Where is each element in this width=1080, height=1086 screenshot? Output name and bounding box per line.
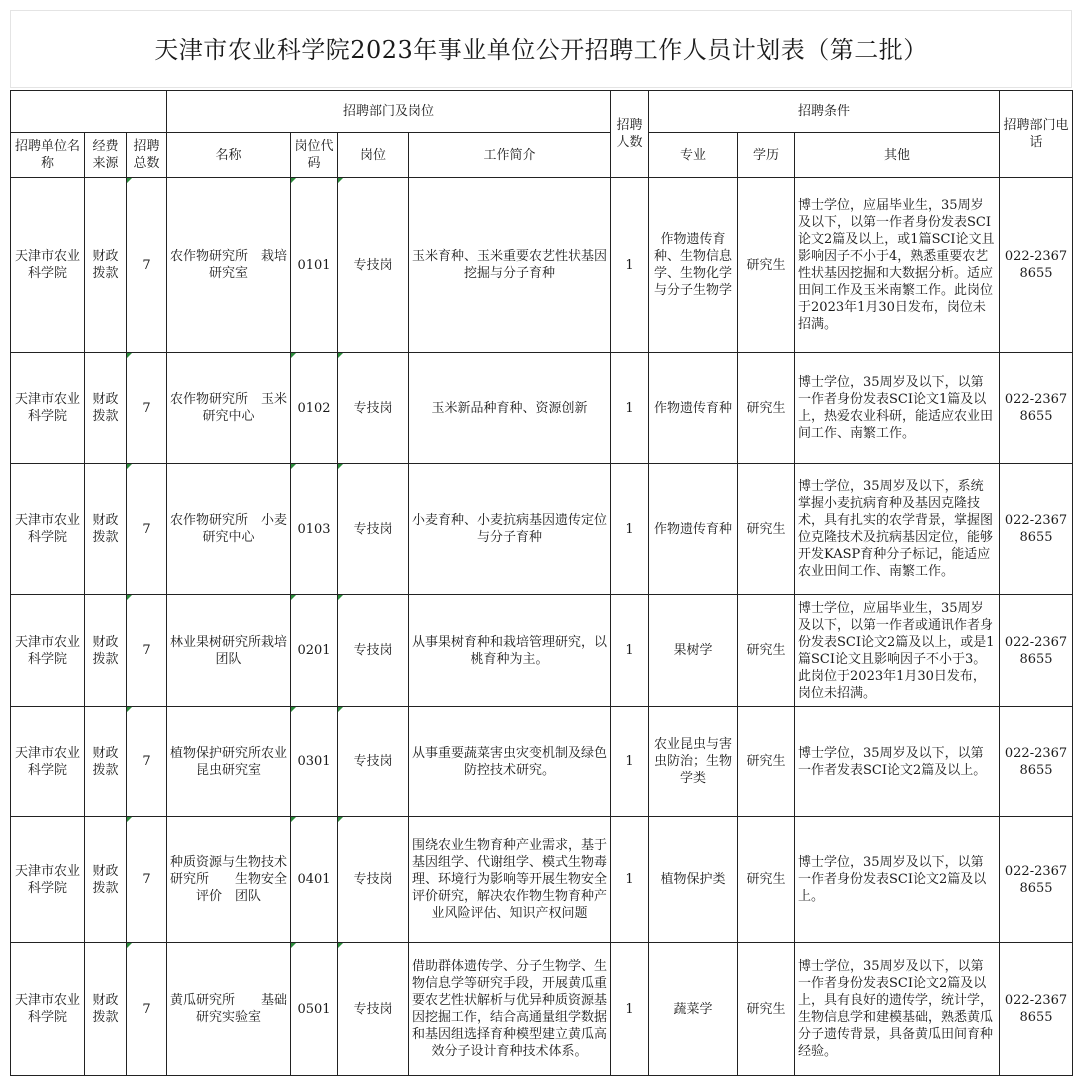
major-cell: 作物遗传育种、生物信息学、生物化学与分子生物学 bbox=[649, 178, 738, 353]
unit-cell: 天津市农业科学院 bbox=[11, 464, 85, 595]
count-cell: 1 bbox=[611, 353, 649, 464]
header-condition-group: 招聘条件 bbox=[649, 91, 1000, 133]
total-cell: 7 bbox=[127, 707, 167, 817]
total-cell: 7 bbox=[127, 943, 167, 1076]
header-blank-cell bbox=[11, 91, 167, 133]
funding-cell: 财政拨款 bbox=[85, 817, 127, 943]
post-cell: 专技岗 bbox=[338, 353, 409, 464]
major-cell: 植物保护类 bbox=[649, 817, 738, 943]
post-code-cell: 0201 bbox=[291, 595, 338, 707]
dept-name-cell: 农作物研究所 栽培研究室 bbox=[167, 178, 291, 353]
count-cell: 1 bbox=[611, 943, 649, 1076]
post-cell: 专技岗 bbox=[338, 707, 409, 817]
post-code-cell: 0103 bbox=[291, 464, 338, 595]
unit-cell: 天津市农业科学院 bbox=[11, 943, 85, 1076]
funding-cell: 财政拨款 bbox=[85, 178, 127, 353]
major-cell: 作物遗传育种 bbox=[649, 353, 738, 464]
intro-cell: 围绕农业生物育种产业需求，基于基因组学、代谢组学、模式生物毒理、环境行为影响等开展生物安全评价研究，解决农作物生物育种产业风险评估、知识产权问题 bbox=[409, 817, 611, 943]
edu-cell: 研究生 bbox=[738, 464, 795, 595]
funding-cell: 财政拨款 bbox=[85, 464, 127, 595]
other-cell: 博士学位，35周岁及以下，以第一作者身份发表SCI论文1篇及以上，热爱农业科研，能适应农业田间工作、南繁工作。 bbox=[795, 353, 1000, 464]
other-cell: 博士学位，应届毕业生，35周岁及以下，以第一作者或通讯作者身份发表SCI论文2篇及以上，或是1篇SCI论文且影响因子不小于3。此岗位于2023年1月30日发布，岗位未招满。 bbox=[795, 595, 1000, 707]
dept-name-cell: 农作物研究所 小麦研究中心 bbox=[167, 464, 291, 595]
post-code-cell: 0101 bbox=[291, 178, 338, 353]
phone-cell: 022-23678655 bbox=[1000, 817, 1073, 943]
intro-cell: 借助群体遗传学、分子生物学、生物信息学等研究手段，开展黄瓜重要农艺性状解析与优异种质资源基因挖掘工作，结合高通量组学数据和基因组选择育种模型建立黄瓜高效分子设计育种技术体系。 bbox=[409, 943, 611, 1076]
other-cell: 博士学位，应届毕业生，35周岁及以下，以第一作者身份发表SCI论文2篇及以上，或1篇SCI论文且影响因子不小于4，熟悉重要农艺性状基因挖掘和大数据分析。适应田间工作及玉米南繁工作。此岗位于2023年1月30日发布，岗位未招满。 bbox=[795, 178, 1000, 353]
post-code-cell: 0301 bbox=[291, 707, 338, 817]
header-dept-group: 招聘部门及岗位 bbox=[167, 91, 611, 133]
other-cell: 博士学位，35周岁及以下，以第一作者身份发表SCI论文2篇及以上，具有良好的遗传学，统计学，生物信息学和建模基础，熟悉黄瓜分子遗传背景，具备黄瓜田间育种经验。 bbox=[795, 943, 1000, 1076]
header-row-1 bbox=[11, 91, 1073, 133]
header-post: 岗位 bbox=[338, 133, 409, 178]
edu-cell: 研究生 bbox=[738, 707, 795, 817]
post-cell: 专技岗 bbox=[338, 178, 409, 353]
post-cell: 专技岗 bbox=[338, 464, 409, 595]
unit-cell: 天津市农业科学院 bbox=[11, 353, 85, 464]
other-cell: 博士学位，35周岁及以下，以第一作者发表SCI论文2篇及以上。 bbox=[795, 707, 1000, 817]
header-major: 专业 bbox=[649, 133, 738, 178]
header-funding: 经费来源 bbox=[85, 133, 127, 178]
unit-cell: 天津市农业科学院 bbox=[11, 707, 85, 817]
phone-cell: 022-23678655 bbox=[1000, 943, 1073, 1076]
intro-cell: 小麦育种、小麦抗病基因遗传定位与分子育种 bbox=[409, 464, 611, 595]
header-code: 岗位代码 bbox=[291, 133, 338, 178]
recruitment-plan-table bbox=[10, 90, 1073, 1076]
total-cell: 7 bbox=[127, 595, 167, 707]
table-row bbox=[11, 464, 1073, 595]
header-unit: 招聘单位名称 bbox=[11, 133, 85, 178]
phone-cell: 022-23678655 bbox=[1000, 464, 1073, 595]
phone-cell: 022-23678655 bbox=[1000, 595, 1073, 707]
header-total: 招聘总数 bbox=[127, 133, 167, 178]
header-name: 名称 bbox=[167, 133, 291, 178]
table-row bbox=[11, 943, 1073, 1076]
dept-name-cell: 农作物研究所 玉米研究中心 bbox=[167, 353, 291, 464]
total-cell: 7 bbox=[127, 353, 167, 464]
table-row bbox=[11, 817, 1073, 943]
edu-cell: 研究生 bbox=[738, 817, 795, 943]
header-intro: 工作简介 bbox=[409, 133, 611, 178]
dept-name-cell: 黄瓜研究所 基础研究实验室 bbox=[167, 943, 291, 1076]
unit-cell: 天津市农业科学院 bbox=[11, 817, 85, 943]
major-cell: 农业昆虫与害虫防治；生物学类 bbox=[649, 707, 738, 817]
table-row bbox=[11, 178, 1073, 353]
post-cell: 专技岗 bbox=[338, 943, 409, 1076]
other-cell: 博士学位，35周岁及以下，以第一作者身份发表SCI论文2篇及以上。 bbox=[795, 817, 1000, 943]
title-box bbox=[10, 10, 1072, 88]
intro-cell: 从事重要蔬菜害虫灾变机制及绿色防控技术研究。 bbox=[409, 707, 611, 817]
dept-name-cell: 林业果树研究所栽培团队 bbox=[167, 595, 291, 707]
post-code-cell: 0401 bbox=[291, 817, 338, 943]
other-cell: 博士学位，35周岁及以下，系统掌握小麦抗病育种及基因克隆技术，具有扎实的农学背景，掌握图位克隆技术及抗病基因定位，能够开发KASP育种分子标记，能适应农业田间工作、南繁工作。 bbox=[795, 464, 1000, 595]
dept-name-cell: 种质资源与生物技术研究所 生物安全评价 团队 bbox=[167, 817, 291, 943]
header-phone: 招聘部门电话 bbox=[1000, 91, 1073, 178]
page-title: 天津市农业科学院2023年事业单位公开招聘工作人员计划表（第二批） bbox=[154, 36, 928, 64]
header-count: 招聘人数 bbox=[611, 91, 649, 178]
total-cell: 7 bbox=[127, 464, 167, 595]
dept-name-cell: 植物保护研究所农业昆虫研究室 bbox=[167, 707, 291, 817]
intro-cell: 玉米新品种育种、资源创新 bbox=[409, 353, 611, 464]
phone-cell: 022-23678655 bbox=[1000, 707, 1073, 817]
post-cell: 专技岗 bbox=[338, 817, 409, 943]
major-cell: 作物遗传育种 bbox=[649, 464, 738, 595]
count-cell: 1 bbox=[611, 464, 649, 595]
table-row bbox=[11, 353, 1073, 464]
intro-cell: 从事果树育种和栽培管理研究，以桃育种为主。 bbox=[409, 595, 611, 707]
header-row-2 bbox=[11, 133, 1073, 178]
funding-cell: 财政拨款 bbox=[85, 707, 127, 817]
count-cell: 1 bbox=[611, 595, 649, 707]
post-code-cell: 0102 bbox=[291, 353, 338, 464]
count-cell: 1 bbox=[611, 707, 649, 817]
post-code-cell: 0501 bbox=[291, 943, 338, 1076]
count-cell: 1 bbox=[611, 178, 649, 353]
edu-cell: 研究生 bbox=[738, 595, 795, 707]
phone-cell: 022-23678655 bbox=[1000, 178, 1073, 353]
unit-cell: 天津市农业科学院 bbox=[11, 595, 85, 707]
table-row bbox=[11, 595, 1073, 707]
edu-cell: 研究生 bbox=[738, 943, 795, 1076]
header-edu: 学历 bbox=[738, 133, 795, 178]
funding-cell: 财政拨款 bbox=[85, 595, 127, 707]
edu-cell: 研究生 bbox=[738, 353, 795, 464]
table-row bbox=[11, 707, 1073, 817]
major-cell: 蔬菜学 bbox=[649, 943, 738, 1076]
major-cell: 果树学 bbox=[649, 595, 738, 707]
intro-cell: 玉米育种、玉米重要农艺性状基因挖掘与分子育种 bbox=[409, 178, 611, 353]
unit-cell: 天津市农业科学院 bbox=[11, 178, 85, 353]
post-cell: 专技岗 bbox=[338, 595, 409, 707]
edu-cell: 研究生 bbox=[738, 178, 795, 353]
total-cell: 7 bbox=[127, 817, 167, 943]
phone-cell: 022-23678655 bbox=[1000, 353, 1073, 464]
total-cell: 7 bbox=[127, 178, 167, 353]
count-cell: 1 bbox=[611, 817, 649, 943]
header-other: 其他 bbox=[795, 133, 1000, 178]
funding-cell: 财政拨款 bbox=[85, 943, 127, 1076]
funding-cell: 财政拨款 bbox=[85, 353, 127, 464]
